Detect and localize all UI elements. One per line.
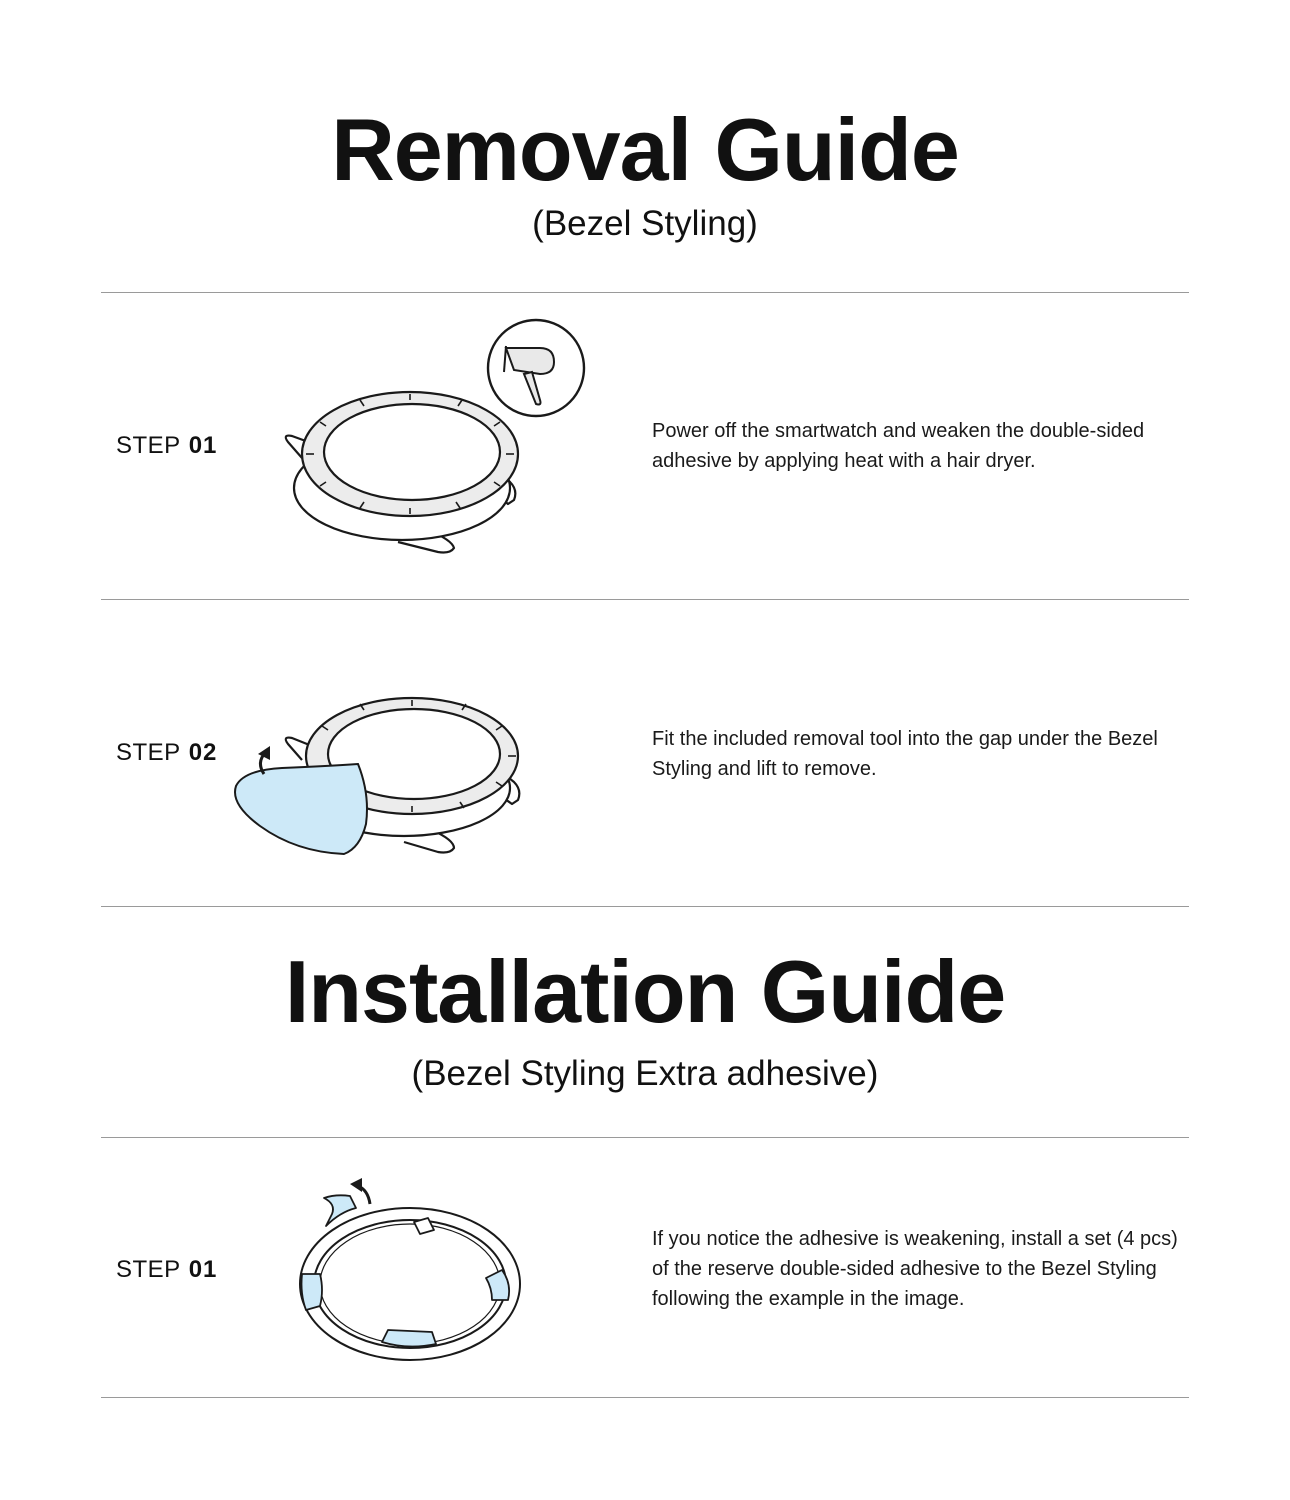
installation-step-1-label xyxy=(116,1256,217,1284)
divider xyxy=(101,292,1189,293)
removal-step-2-description: Fit the included removal tool into the gap under the Bezel Styling and lift to remove. xyxy=(652,728,1158,780)
divider xyxy=(101,599,1189,600)
installation-guide-title: Installation Guide xyxy=(284,942,1006,1041)
step-number: 02 xyxy=(188,739,218,766)
hair-dryer-icon xyxy=(488,320,584,416)
installation-guide-subtitle: (Bezel Styling Extra adhesive) xyxy=(411,1054,879,1093)
removal-step-1-description: Power off the smartwatch and weaken the double-sided adhesive by applying heat with a hair dryer. xyxy=(652,420,1145,472)
installation-step-1-illustration xyxy=(296,1174,528,1374)
removal-step-1-illustration xyxy=(278,318,598,563)
removal-guide-title: Removal Guide xyxy=(331,100,959,199)
installation-step-1-description: If you notice the adhesive is weakening, install a set (4 pcs) of the reserve double-sided adhesive to the Bezel Styling following the example in the image. xyxy=(652,1228,1178,1310)
step-number: 01 xyxy=(188,432,218,459)
step-word: STEP xyxy=(116,1256,181,1283)
divider xyxy=(101,1397,1189,1398)
divider xyxy=(101,1137,1189,1138)
step-word: STEP xyxy=(116,432,181,459)
removal-step-2-label xyxy=(116,739,217,767)
step-number: 01 xyxy=(188,1256,218,1283)
removal-step-1-label xyxy=(116,432,217,460)
removal-guide-subtitle: (Bezel Styling) xyxy=(532,204,758,243)
divider xyxy=(101,906,1189,907)
smartwatch-icon xyxy=(286,392,518,553)
removal-step-2-illustration xyxy=(226,664,546,864)
step-word: STEP xyxy=(116,739,181,766)
removal-tool-icon xyxy=(235,764,367,854)
